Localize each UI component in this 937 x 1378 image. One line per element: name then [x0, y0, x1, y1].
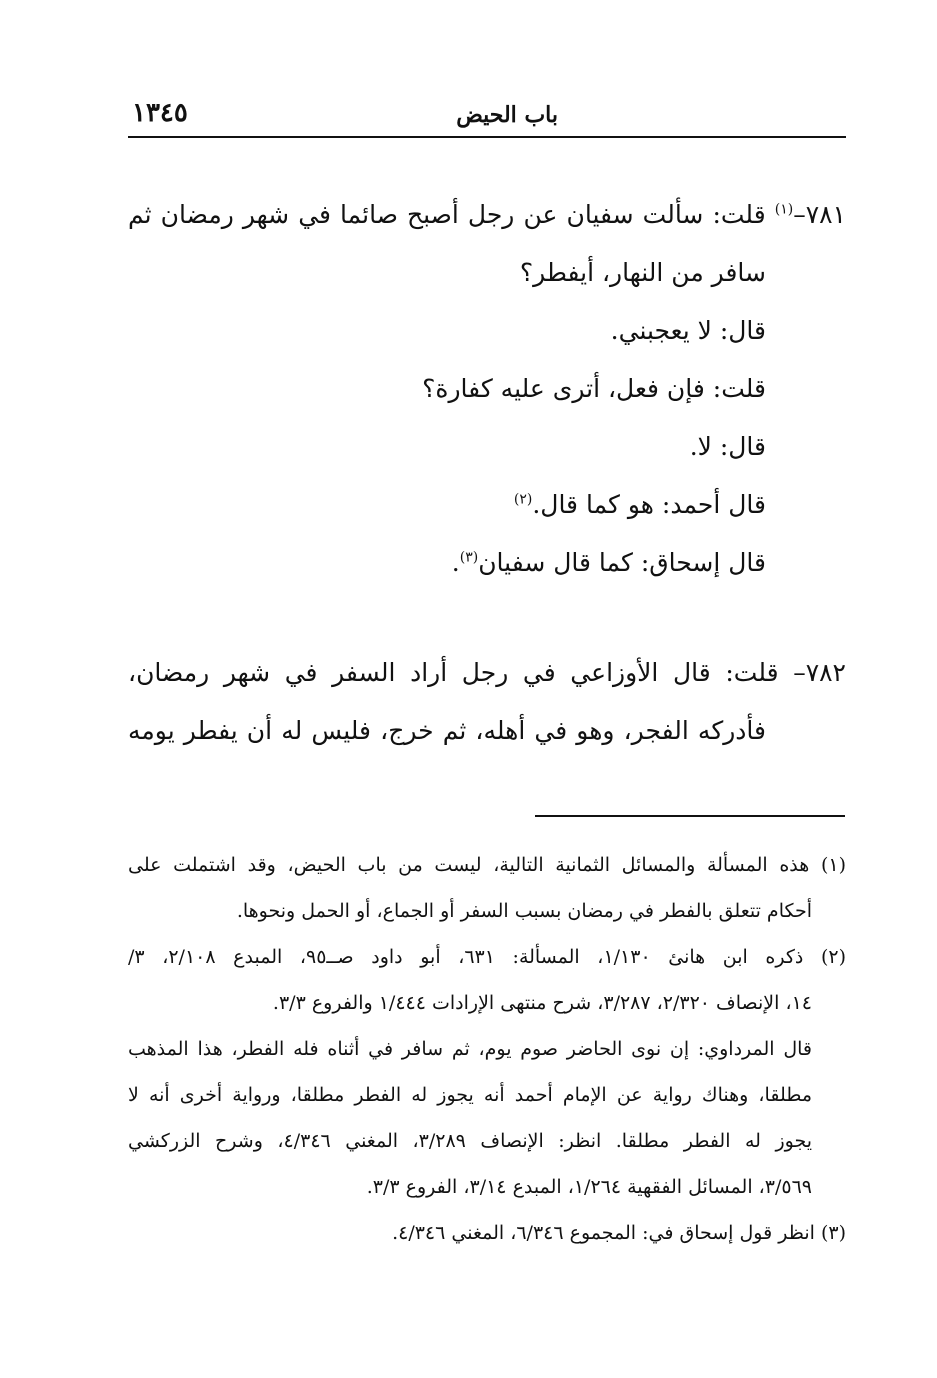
footnote-ref: (٢): [513, 491, 533, 508]
page-number: ١٣٤٥: [132, 98, 188, 128]
entry-781-line-6: قال أحمد: هو كما قال.$^{(٢)}$: [513, 490, 766, 519]
footnotes: [128, 842, 846, 1256]
footnote-2-line-4: مطلقا، وهناك رواية عن الإمام أحمد أنه يجوز له الفطر مطلقا، ورواية أخرى أنه لا: [128, 1084, 812, 1106]
page-header: [128, 92, 846, 138]
footnote-marker: (١): [820, 854, 846, 876]
entry-781-line-2: سافر من النهار، أيفطر؟: [519, 258, 766, 287]
entry-781-line-4: قلت: فإن فعل، أترى عليه كفارة؟: [422, 374, 766, 403]
entry-number: ٧٨٢–: [793, 658, 846, 687]
entry-781-line-1: ٧٨١–$^{(١)}$ قلت: سألت سفيان عن رجل أصبح صائما في شهر رمضان ثم: [128, 200, 846, 229]
entry-782-line-1: ٧٨٢– قلت: قال الأوزاعي في رجل أراد السفر في شهر رمضان،: [128, 658, 846, 687]
footnote-ref: (١): [774, 201, 794, 218]
entry-781-line-7: قال إسحاق: كما قال سفيان$^{(٣)}$.: [451, 548, 766, 577]
entry-781-line-5: قال: لا.: [689, 432, 766, 461]
footnote-2-line-2: ١٤، الإنصاف ٢/٣٢٠، ٣/٢٨٧، شرح منتهى الإرادات ١/٤٤٤ والفروع ٣/٣.: [272, 992, 812, 1014]
running-title: باب الحيض: [456, 102, 558, 128]
entry-782-line-2: فأدركه الفجر، وهو في أهله، ثم خرج، فليس له أن يفطر يومه: [128, 716, 766, 745]
entry-781-line-3: قال: لا يعجبني.: [610, 316, 766, 345]
entry-gap: [128, 592, 846, 644]
footnote-2-line-6: ٣/٥٦٩، المسائل الفقهية ١/٢٦٤، المبدع ٣/١٤، الفروع ٣/٣.: [366, 1176, 812, 1198]
footnote-2-line-1: (٢) ذكره ابن هانئ ١/١٣٠، المسألة: ٦٣١، أبو داود صــ٩٥، المبدع ٢/١٠٨، ٣/: [128, 946, 846, 968]
footnote-2-line-5: يجوز له الفطر مطلقا. انظر: الإنصاف ٣/٢٨٩، المغني ٤/٣٤٦، وشرح الزركشي: [128, 1130, 812, 1152]
footnote-1-line-2: أحكام تتعلق بالفطر في رمضان بسبب السفر أو الجماع، أو الحمل ونحوها.: [236, 900, 812, 922]
footnote-3-line-1: (٣) انظر قول إسحاق في: المجموع ٦/٣٤٦، المغني ٤/٣٤٦.: [392, 1222, 846, 1244]
footnote-ref: (٣): [459, 549, 479, 566]
footnote-separator: [535, 815, 845, 817]
footnote-1-line-1: (١) هذه المسألة والمسائل الثمانية التالية، ليست من باب الحيض، وقد اشتملت على: [128, 854, 846, 876]
entry-number: ٧٨١–: [793, 200, 846, 229]
footnote-2-line-3: قال المرداوي: إن نوى الحاضر صوم يوم، ثم سافر في أثناه فله الفطر، هذا المذهب: [128, 1038, 812, 1060]
footnote-marker: (٢): [820, 946, 846, 968]
footnote-marker: (٣): [820, 1222, 846, 1244]
main-text: [128, 186, 846, 760]
